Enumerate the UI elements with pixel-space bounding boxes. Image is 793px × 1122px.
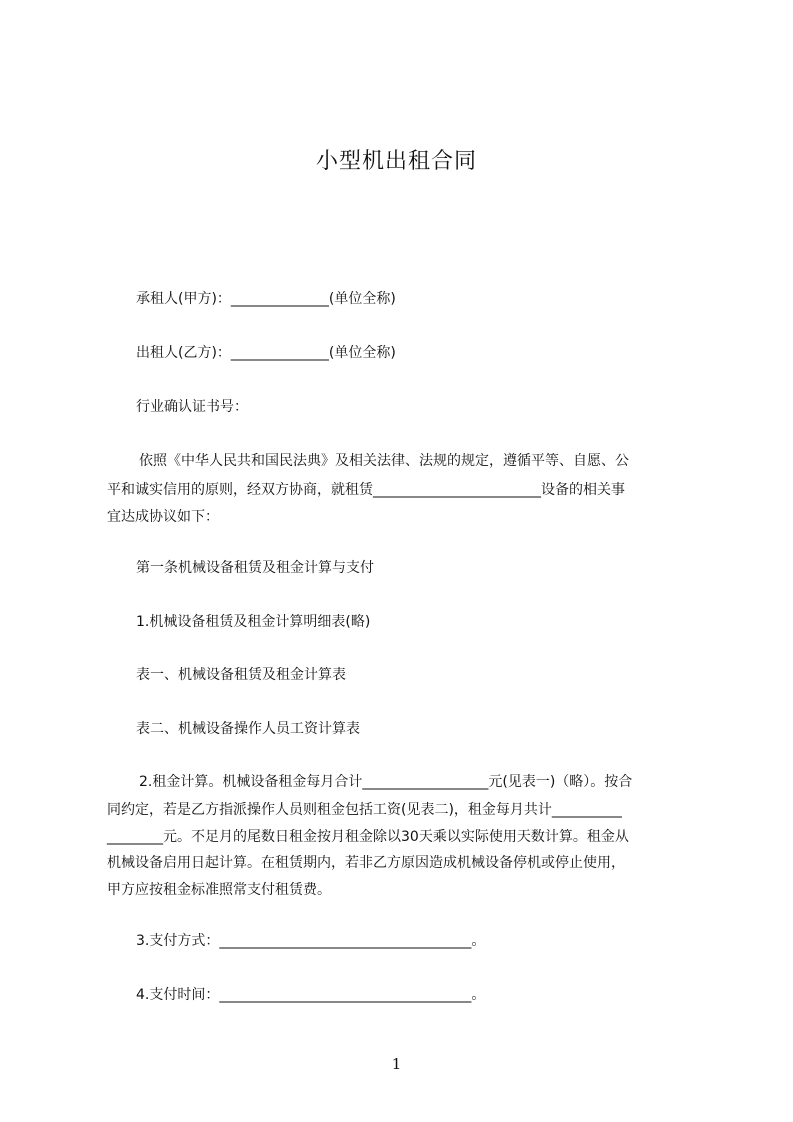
- item1-line: 1.机械设备租赁及租金计算明细表(略): [136, 614, 371, 630]
- table2-line: 表二、机械设备操作人员工资计算表: [136, 721, 360, 737]
- item2-line-3: ________元。不足月的尾数日租金按月租金除以30天乘以实际使用天数计算。租金从: [107, 829, 629, 845]
- table1-line: 表一、机械设备租赁及租金计算表: [136, 667, 346, 683]
- intro-line-3: 宜达成协议如下：: [107, 509, 219, 525]
- item4-line: 4.支付时间：____________________________________。: [136, 987, 486, 1003]
- intro-line-1: 依照《中华人民共和国民法典》及相关法律、法规的规定，遵循平等、自愿、公: [139, 453, 629, 469]
- article1-heading: 第一条机械设备租赁及租金计算与支付: [136, 560, 374, 576]
- item2-line-1: 2.租金计算。机械设备租金每月合计__________________元(见表一)（略）。按合: [139, 774, 633, 790]
- item2-line-2: 同约定，若是乙方指派操作人员则租金包括工资(见表二)，租金每月共计__________: [107, 802, 622, 818]
- intro-line-2: 平和诚实信用的原则，经双方协商，就租赁________________________设备的相关事: [107, 482, 625, 498]
- certificate-line: 行业确认证书号：: [136, 399, 248, 415]
- item2-line-5: 甲方应按租金标准照常支付租赁费。: [107, 882, 331, 898]
- document-title: 小型机出租合同: [315, 149, 477, 174]
- lessee-line: 承租人(甲方)：______________(单位全称): [136, 291, 396, 307]
- lessor-line: 出租人(乙方)：______________(单位全称): [136, 345, 396, 361]
- item2-line-4: 机械设备启用日起计算。在租赁期内，若非乙方原因造成机械设备停机或停止使用，: [107, 855, 625, 871]
- page-number: 1: [391, 1055, 402, 1073]
- item3-line: 3.支付方式：____________________________________。: [136, 933, 486, 949]
